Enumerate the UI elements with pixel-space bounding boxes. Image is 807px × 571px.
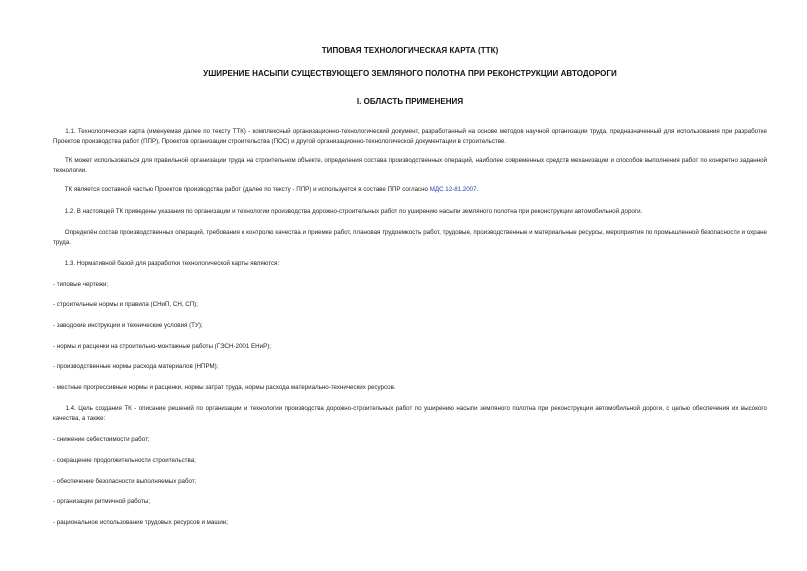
document-subtitle: УШИРЕНИЕ НАСЫПИ СУЩЕСТВУЮЩЕГО ЗЕМЛЯНОГО ПОЛОТНА ПРИ РЕКОНСТРУКЦИИ АВТОДОРОГИ: [203, 69, 617, 78]
list-item: - снижение себестоимости работ;: [53, 436, 150, 443]
paragraph-text: Определён состав производственных операций, требования к контролю качества и приемке работ, плановая трудоемкость работ, трудовые, производственные и материальные ресурсы, мероприятия по промышленной безопасности и охране труда.: [53, 229, 767, 246]
paragraph-1-4: [53, 404, 767, 423]
paragraph-tk-part: [53, 185, 767, 195]
paragraph-text: ТК может использоваться для правильной организации труда на строительном объекте, определения состава производственных операций, наиболее современных средств механизации и способов выполнения работ по конкретно заданной технологии.: [53, 157, 767, 174]
list-item: - обеспечение безопасности выполняемых работ;: [53, 478, 197, 485]
list-item: - типовые чертежи;: [53, 281, 109, 288]
list-item: - местные прогрессивные нормы и расценки, нормы затрат труда, нормы расхода материально-технических ресурсов.: [53, 384, 396, 391]
paragraph-1-2: [53, 207, 767, 217]
paragraph-end: .: [476, 186, 479, 193]
paragraph-tk-usage: [53, 156, 767, 175]
list-item: - сокращение продолжительности строительства;: [53, 457, 196, 464]
paragraph-1-1: [53, 127, 767, 146]
paragraph-text: 1.4. Цель создания ТК - описание решений по организации и технологии производства дорожно-строительных работ по уширению насыпи земляного полотна при реконструкции автомобильной дороги, с целью обеспечения их высокого качества, а также:: [53, 405, 767, 422]
paragraph-1-3: [53, 259, 767, 269]
paragraph-operations: [53, 228, 767, 247]
list-item: - рациональное использование трудовых ресурсов и машин;: [53, 519, 228, 526]
document-title: ТИПОВАЯ ТЕХНОЛОГИЧЕСКАЯ КАРТА (ТТК): [321, 46, 499, 55]
mds-link[interactable]: МДС 12-81.2007: [429, 186, 477, 193]
paragraph-text: ТК является составной частью Проектов производства работ (далее по тексту - ППР) и используется в составе ППР согласно: [64, 186, 430, 193]
list-item: - нормы и расценки на строительно-монтажные работы (ГЭСН-2001 ЕНиР);: [53, 343, 271, 350]
paragraph-text: 1.1. Технологическая карта (именуемая далее по тексту ТТК) - комплексный организационно-технологический документ, разработанный на основе методов научной организации труда, предназначенный для использования при разработке Проектов производства работ (ППР), Проектов организации строительства (ПОС) и другой организационно-технологической документации в строительстве.: [53, 128, 767, 145]
list-item: - заводские инструкции и технические условия (ТУ);: [53, 322, 203, 329]
list-item: - производственные нормы расхода материалов (НПРМ);: [53, 363, 219, 370]
list-item: - организации ритмичной работы;: [53, 498, 150, 505]
section-heading: I. ОБЛАСТЬ ПРИМЕНЕНИЯ: [356, 97, 464, 106]
list-item: - строительные нормы и правила (СНиП, СН, СП);: [53, 301, 198, 308]
paragraph-text: 1.2. В настоящей ТК приведены указания по организации и технологии производства дорожно-строительных работ по уширению насыпи земляного полотна при реконструкции автомобильной дороги.: [64, 208, 643, 215]
paragraph-text: 1.3. Нормативной базой для разработки технологической карты являются:: [64, 260, 280, 267]
